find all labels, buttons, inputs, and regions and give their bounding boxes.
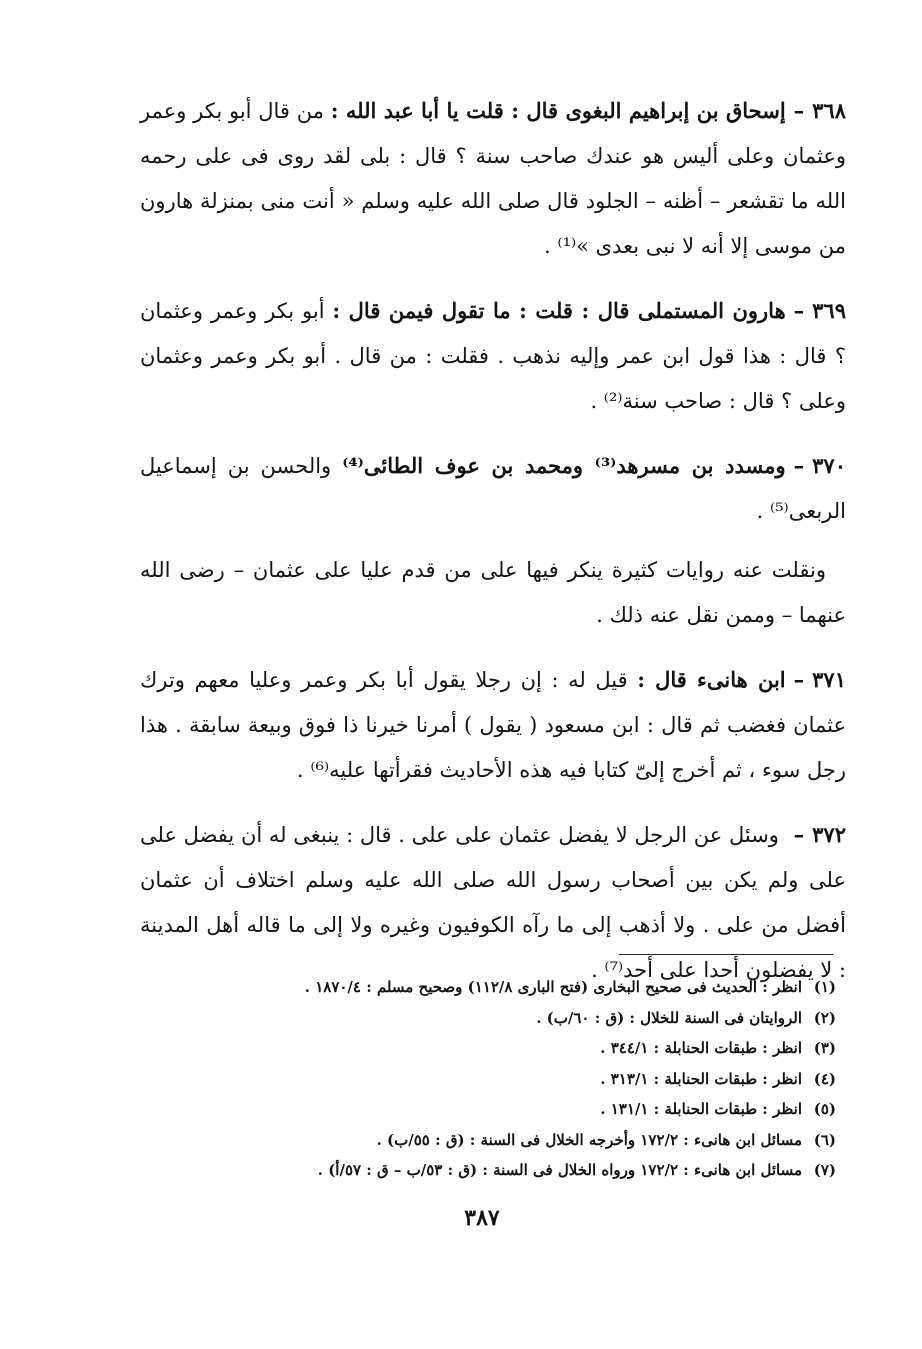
footnote-text: انظر : طبقات الحنابلة : ٣٤٤/١ . bbox=[600, 1039, 802, 1057]
entry-number: ٣٦٨ bbox=[812, 98, 846, 123]
entry-372 bbox=[140, 812, 846, 993]
entry-lead: ومسدد بن مسرهد⁽³⁾ ومحمد بن عوف الطائى⁽⁴⁾ bbox=[342, 453, 786, 478]
footnote-number: (٦) bbox=[813, 1130, 836, 1149]
entry-text: والحسن بن إسماعيل الربعى⁽⁵⁾ . bbox=[140, 454, 846, 523]
entry-separator: – bbox=[793, 298, 805, 323]
footnote bbox=[160, 1003, 836, 1034]
footnote bbox=[160, 1155, 836, 1186]
footnote-text: انظر : الحديث فى صحيح البخارى (فتح البارى ١١٢/٨) وصحيح مسلم : ١٨٧٠/٤ . bbox=[304, 978, 802, 996]
main-text bbox=[140, 88, 846, 1012]
footnote-number: (٤) bbox=[813, 1069, 836, 1088]
footnote bbox=[160, 1033, 836, 1064]
footnote-number: (٥) bbox=[813, 1100, 836, 1118]
entry-number: ٣٧٢ bbox=[812, 822, 846, 847]
entry-369 bbox=[140, 288, 846, 424]
entry-number: ٣٧١ bbox=[812, 667, 846, 692]
footnote-number: (٣) bbox=[813, 1039, 836, 1057]
entry-separator: – bbox=[793, 98, 805, 123]
footnote-text: مسائل ابن هانىء : ١٧٢/٢ وأخرجه الخلال فى السنة : (ق : ٥٥/ب) . bbox=[376, 1130, 802, 1149]
entry-separator: – bbox=[793, 667, 805, 692]
entry-number: ٣٧٠ bbox=[812, 453, 846, 478]
entry-text: قيل له : إن رجلا يقول أبا بكر وعمر وعليا معهم وترك عثمان فغضب ثم قال : ابن مسعود ( يقول ) أمرنا خيرنا ذا فوق وبيعة سابقة . هذا رجل سوء ، ثم أخرج إلىّ كتابا فيه هذه الأحاديث فقرأتها عليه⁽⁶⁾ . bbox=[140, 668, 846, 782]
entry-text: أبو بكر وعمر وعثمان ؟ قال : هذا قول ابن عمر وإليه نذهب . فقلت : من قال . أبو بكر وعمر وعثمان وعلى ؟ قال : صاحب سنة⁽²⁾ . bbox=[140, 299, 846, 413]
footnote bbox=[160, 972, 836, 1003]
entry-368 bbox=[140, 88, 846, 269]
note-paragraph: ونقلت عنه روايات كثيرة ينكر فيها على من قدم عليا على عثمان – رضى الله عنهما – وممن نقل عنه ذلك . bbox=[140, 558, 846, 627]
page-number: ٣٨٧ bbox=[464, 1205, 500, 1231]
entry-text: من قال أبو بكر وعمر وعثمان وعلى أليس هو عندك صاحب سنة ؟ قال : بلى لقد روى فى على رحمه الله ما تقشعر – أظنه – الجلود قال صلى الله عليه وسلم « أنت منى بمنزلة هارون من موسى إلا أنه لا نبى بعدى »⁽¹⁾ . bbox=[140, 99, 846, 258]
footnote bbox=[160, 1094, 836, 1125]
entry-371 bbox=[140, 657, 846, 793]
footnote bbox=[160, 1064, 836, 1095]
entry-lead: إسحاق بن إبراهيم البغوى قال : قلت يا أبا عبد الله : bbox=[330, 98, 786, 123]
footnote-number: (١) bbox=[813, 978, 836, 996]
entry-text: وسئل عن الرجل لا يفضل عثمان على على . قال : ينبغى له أن يفضل على على ولم يكن بين أصحاب رسول الله صلى الله عليه وسلم اختلاف أن عثمان أفضل من على . ولا أذهب إلى ما رآه الكوفيون وغيره ولا إلى ما قاله أهل المدينة : لا يفضلون أحدا على أحد⁽⁷⁾ . bbox=[140, 823, 846, 982]
footnote-divider bbox=[619, 954, 833, 955]
footnote bbox=[160, 1125, 836, 1156]
entry-separator: – bbox=[793, 822, 805, 847]
entry-lead: ابن هانىء قال : bbox=[637, 667, 786, 692]
footnote-number: (٢) bbox=[813, 1008, 836, 1027]
entry-separator: – bbox=[793, 453, 805, 478]
footnote-number: (٧) bbox=[813, 1161, 836, 1179]
footnotes bbox=[160, 972, 836, 1186]
footnote-text: انظر : طبقات الحنابلة : ١٣١/١ . bbox=[600, 1100, 802, 1118]
footnote-text: مسائل ابن هانىء : ١٧٢/٢ ورواه الخلال فى السنة : (ق : ٥٣/ب – ق : ٥٧/أ) . bbox=[317, 1161, 802, 1179]
entry-lead: هارون المستملى قال : قلت : ما تقول فيمن قال : bbox=[332, 298, 786, 323]
footnote-text: انظر : طبقات الحنابلة : ٣١٣/١ . bbox=[600, 1069, 802, 1088]
entry-number: ٣٦٩ bbox=[812, 298, 846, 323]
entry-370 bbox=[140, 443, 846, 534]
footnote-text: الروايتان فى السنة للخلال : (ق : ٦٠/ب) . bbox=[536, 1008, 802, 1027]
